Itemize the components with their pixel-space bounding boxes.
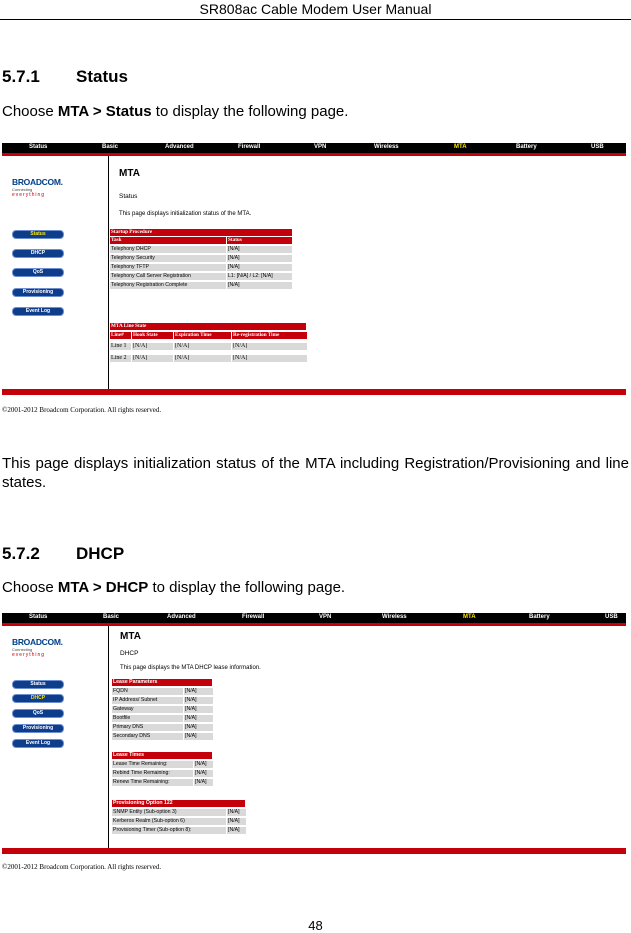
startup-title-row: Startup Procedure [110,229,292,236]
page-number: 48 [308,918,323,933]
nav-usb[interactable]: USB [591,144,604,150]
page-title: MTA [119,168,140,179]
nav-basic[interactable]: Basic [102,144,119,150]
top-nav [2,613,626,623]
sidenav-dhcp[interactable]: DHCP [12,249,64,258]
nav-mta[interactable]: MTA [463,614,476,620]
table-row: Secondary DNS [N/A] [112,733,212,740]
table-row: Telephony DHCP [N/A] [110,246,292,253]
startup-header-row: Task Status [110,237,292,244]
sidebar-divider [108,156,109,389]
broadcom-logo: BROADCOM. Connecting everything [12,637,63,658]
page-subtitle: Status [119,193,138,200]
sidenav-event-log[interactable]: Event Log [12,739,64,748]
lease-params-title-row: Lease Parameters [112,679,212,686]
table-row: Kerberos Realm (Sub-option 6) [N/A] [112,818,245,825]
document-header: SR808ac Cable Modem User Manual [199,1,432,17]
sidebar-divider [108,626,109,848]
sidenav-provisioning[interactable]: Provisioning [12,288,64,297]
copyright-dhcp: ©2001-2012 Broadcom Corporation. All rights reserved. [2,863,162,871]
nav-battery[interactable]: Battery [529,614,550,620]
nav-vpn[interactable]: VPN [314,144,327,150]
section-number-status: 5.7.1 [2,67,40,86]
page-title: MTA [120,631,141,642]
table-row: Primary DNS [N/A] [112,724,212,731]
header-rule [0,19,631,20]
table-row: Line 1 [N/A] [N/A] [N/A] [110,343,306,350]
nav-usb[interactable]: USB [605,614,618,620]
sidenav-qos[interactable]: QoS [12,709,64,718]
table-row: IP Address/ Subnet [N/A] [112,697,212,704]
nav-mta[interactable]: MTA [454,144,467,150]
mta-status-screenshot [2,143,626,400]
nav-vpn[interactable]: VPN [319,614,332,620]
table-row: Bootfile [N/A] [112,715,212,722]
nav-battery[interactable]: Battery [516,144,537,150]
table-row: Lease Time Remaining: [N/A] [112,761,212,768]
table-row: FQDN [N/A] [112,688,212,695]
table-row: SNMP Entity (Sub-option 3) [N/A] [112,809,245,816]
line-state-title-row: MTA Line State [110,323,306,330]
footer-bar [2,848,626,854]
nav-status[interactable]: Status [29,144,48,150]
page-subtitle: DHCP [120,650,139,657]
status-description-paragraph: This page displays initialization status of the MTA including Registration/Provisioning and line states. [2,455,629,491]
nav-advanced[interactable]: Advanced [167,614,196,620]
option122-title-row: Provisioning Option 122 [112,800,245,807]
footer-bar [2,389,626,395]
nav-advanced[interactable]: Advanced [165,144,194,150]
table-row: Renew Time Remaining: [N/A] [112,779,212,786]
top-nav [2,143,626,153]
dhcp-intro: Choose MTA > DHCP to display the following page. [2,579,346,596]
sidenav-status[interactable]: Status [12,230,64,239]
nav-underline [2,153,626,156]
table-row: Provisioning Timer (Sub-option 8): [N/A] [112,827,245,834]
status-intro: Choose MTA > Status to display the following page. [2,103,349,120]
nav-firewall[interactable]: Firewall [238,144,261,150]
mta-dhcp-screenshot [2,613,626,857]
sidenav-qos[interactable]: QoS [12,268,64,277]
page-description: This page displays the MTA DHCP lease information. [120,665,261,671]
page-description: This page displays initialization status of the MTA. [119,211,252,217]
table-row: Line 2 [N/A] [N/A] [N/A] [110,355,306,362]
nav-underline [2,623,626,626]
sidenav-provisioning[interactable]: Provisioning [12,724,64,733]
line-state-header-row: Line# Hook State Expiration Time Re-registration Time [110,332,306,339]
section-number-dhcp: 5.7.2 [2,544,40,563]
nav-firewall[interactable]: Firewall [242,614,265,620]
section-title-dhcp: DHCP [76,544,125,563]
nav-status[interactable]: Status [29,614,48,620]
section-title-status: Status [76,67,128,86]
nav-wireless[interactable]: Wireless [374,144,399,150]
table-row: Telephony Registration Complete [N/A] [110,282,292,289]
lease-times-title-row: Lease Times [112,752,212,759]
table-row: Telephony Security [N/A] [110,255,292,262]
table-row: Telephony TFTP [N/A] [110,264,292,271]
table-row: Rebind Time Remaining: [N/A] [112,770,212,777]
nav-wireless[interactable]: Wireless [382,614,407,620]
nav-basic[interactable]: Basic [103,614,120,620]
broadcom-logo: BROADCOM. Connecting everything [12,177,63,198]
sidenav-event-log[interactable]: Event Log [12,307,64,316]
sidenav-status[interactable]: Status [12,680,64,689]
table-row: Gateway [N/A] [112,706,212,713]
copyright-status: ©2001-2012 Broadcom Corporation. All rights reserved. [2,406,162,414]
sidenav-dhcp[interactable]: DHCP [12,694,64,703]
table-row: Telephony Call Server Registration L1: [N/A] / L2: [N/A] [110,273,292,280]
